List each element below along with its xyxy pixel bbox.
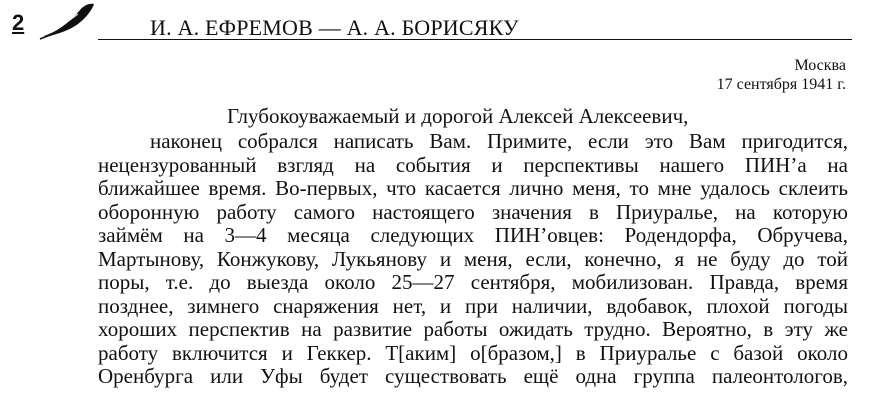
- letter-salutation: Глубокоуважаемый и дорогой Алексей Алексеевич,: [227, 104, 689, 128]
- page-header: [12, 2, 852, 42]
- text-line: ближайшее время. Во-первых, что касается лично меня, то мне удалось склеить: [98, 176, 848, 200]
- letter-body: [98, 130, 848, 389]
- letter-place: Москва: [794, 57, 846, 74]
- text-line: хороших перспектив на развитие работы ожидать трудно. Вероятно, в эту же: [98, 317, 848, 341]
- quill-pen-icon: [34, 2, 100, 40]
- text-line: нецензурованный взгляд на события и перспективы нашего ПИН’а на: [98, 152, 848, 177]
- text-line: оборонную работу самого настоящего значения в Приуралье, на которую: [98, 199, 848, 224]
- text-line: Мартынову, Конжукову, Лукьянову и меня, если, конечно, я не буду до той: [98, 246, 848, 271]
- page-number: 2: [12, 10, 25, 35]
- text-line: займём на 3—4 месяца следующих ПИН’овцев: Родендорфа, Обручева,: [98, 223, 848, 247]
- text-line: Оренбурга или Уфы будет существовать ещё одна группа палеонтологов,: [98, 364, 848, 388]
- text-line: работу включится и Геккер. Т[аким] о[бразом,] в Приуралье с базой около: [98, 340, 848, 365]
- text-line: поры, т.е. до выезда около 25—27 сентября, мобилизован. Правда, время: [98, 270, 848, 294]
- place-date-block: [717, 56, 846, 94]
- letter-date: 17 сентября 1941 г.: [716, 76, 846, 93]
- text-line: наконец собрался написать Вам. Примите, если это Вам пригодится,: [150, 129, 848, 153]
- text-line: позднее, зимнего снаряжения нет, и при наличии, вдобавок, плохой погоды: [98, 293, 848, 318]
- running-title: И. А. ЕФРЕМОВ — А. А. БОРИСЯКУ: [150, 15, 519, 40]
